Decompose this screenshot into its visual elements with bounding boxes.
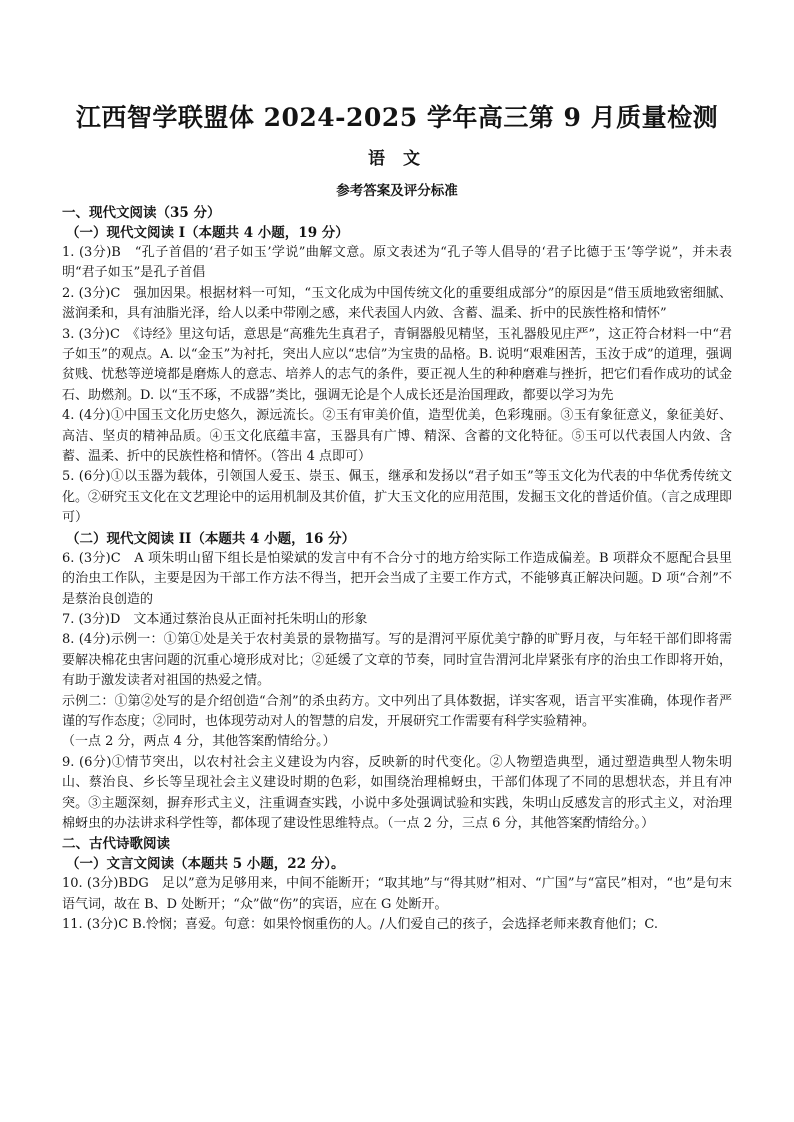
answer-q2: 2. (3分)C 强加因果。根据材料一可知，“玉文化成为中国传统文化的重要组成部分”的原因是“借玉质地致密细腻、滋润柔和，具有油脂光泽，给人以柔中带刚之感，来代表国人内敛、含蓄、温柔、折中的民族性格和情怀” <box>62 285 732 322</box>
answer-q5: 5. (6分)①以玉器为载体，引领国人爱玉、崇玉、佩玉，继承和发扬以“君子如玉”等玉文化为代表的中华优秀传统文化。②研究玉文化在文艺理论中的运用机制及其价值，扩大玉文化的应用范围，发掘玉文化的普适价值。（言之成理即可） <box>62 469 732 526</box>
answer-q11: 11. (3分)C B.怜悯；喜爱。句意：如果怜悯重伤的人。/人们爱自己的孩子，会选择老师来教育他们；C. <box>62 917 658 933</box>
subsection-heading-classical-prose: （一）文言文阅读（本题共 5 小题，22 分）。 <box>66 856 345 873</box>
subsection-heading-reading-1: （一）现代文阅读 I（本题共 4 小题，19 分） <box>66 225 349 241</box>
answer-q4: 4. (4分)①中国玉文化历史悠久，源远流长。②玉有审美价值，造型优美，色彩瑰丽。③玉有象征意义，象征美好、高洁、坚贞的精神品质。④玉文化底蕴丰富，玉器具有广博、精深、含蓄的文化特征。⑤玉可以代表国人内敛、含蓄、温柔、折中的民族性格和情怀。（答出 4 点即可） <box>62 408 732 465</box>
answer-q1: 1. (3分)B “孔子首倡的‘君子如玉’学说”曲解文意。原文表述为“孔子等人倡导的‘君子比德于玉’等学说”，并未表明“君子如玉”是孔子首倡 <box>62 245 732 281</box>
section-heading-classical: 二、古代诗歌阅读 <box>62 836 170 853</box>
subsection-heading-reading-2: （二）现代文阅读 II（本题共 4 小题，16 分） <box>66 530 356 547</box>
answer-q6: 6. (3分)C A 项朱明山留下组长是怕梁斌的发言中有不合分寸的地方给实际工作造成偏差。B 项群众不愿配合县里的治虫工作队，主要是因为干部工作方法不得当，把开会当成了主要工作方式，不能够真正解决问题。D 项“合剂”不是蔡治良创造的 <box>62 550 732 607</box>
answer-q9: 9. (6分)①情节突出，以农村社会主义建设为内容，反映新的时代变化。②人物塑造典型，通过塑造典型人物朱明山、蔡治良、乡长等呈现社会主义建设时期的色彩，如围绕治理棉蚜虫，干部们体现了不同的思想状态，并且有冲突。③主题深刻，摒弃形式主义，注重调查实践，小说中多处强调试验和实践，朱明山反感发言的形式主义，对治理棉蚜虫的办法讲求科学性等，都体现了建设性思维特点。（一点 2 分，三点 6 分，其他答案酌情给分。） <box>62 754 732 831</box>
answer-q8-scoring: （一点 2 分，两点 4 分，其他答案酌情给分。） <box>62 734 336 750</box>
answer-q3: 3. (3分)C 《诗经》里这句话，意思是“高雅先生真君子，青铜器般见精坚，玉礼器般见庄严”，这正符合材料一中“君子如玉”的观点。A. 以“金玉”为衬托，突出人应以“忠信”为宝贵的品格。B. 说明“艰难困苦，玉汝于成”的道理，强调贫贱、忧愁等逆境都是磨炼人的意志、培养人的志气的条件，要正视人生的种种磨难与挫折，把它们看作成功的试金石、助燃剂。D. 以“玉不琢，不成器”类比，强调无论是个人成长还是治国理政，都要以学习为先 <box>62 326 732 403</box>
answer-q8-example-2: 示例二：①第②处写的是介绍创造“合剂”的杀虫药方。文中列出了具体数据，详实客观，语言平实准确，体现作者严谨的写作态度；②同时，也体现劳动对人的智慧的启发，开展研究工作需要有科学实验精神。 <box>62 693 732 729</box>
answer-key-subtitle: 参考答案及评分标准 <box>336 183 458 199</box>
answer-q10: 10. (3分)BDG 足以”意为足够用来，中间不能断开；“取其地”与“得其财”相对、“广国”与“富民”相对，“也”是句末语气词，故在 B、D 处断开；“众”做“伤”的宾语，应在 G 处断开。 <box>62 876 732 912</box>
answer-q7: 7. (3分)D 文本通过蔡治良从正面衬托朱明山的形象 <box>62 611 368 627</box>
section-heading-modern-reading: 一、现代文阅读（35 分） <box>62 205 221 221</box>
page-title: 江西智学联盟体 2024-2025 学年高三第 9 月质量检测 <box>75 103 719 132</box>
subject-heading: 语 文 <box>368 149 426 169</box>
answer-q8-example-1: 8. (4分)示例一：①第①处是关于农村美景的景物描写。写的是渭河平原优美宁静的旷野月夜，与年轻干部们即将需要解决棉花虫害问题的沉重心境形成对比；②延缓了文章的节奏，同时宣告渭河北岸紧张有序的治虫工作即将开始，有助于激发读者对祖国的热爱之情。 <box>62 632 732 689</box>
